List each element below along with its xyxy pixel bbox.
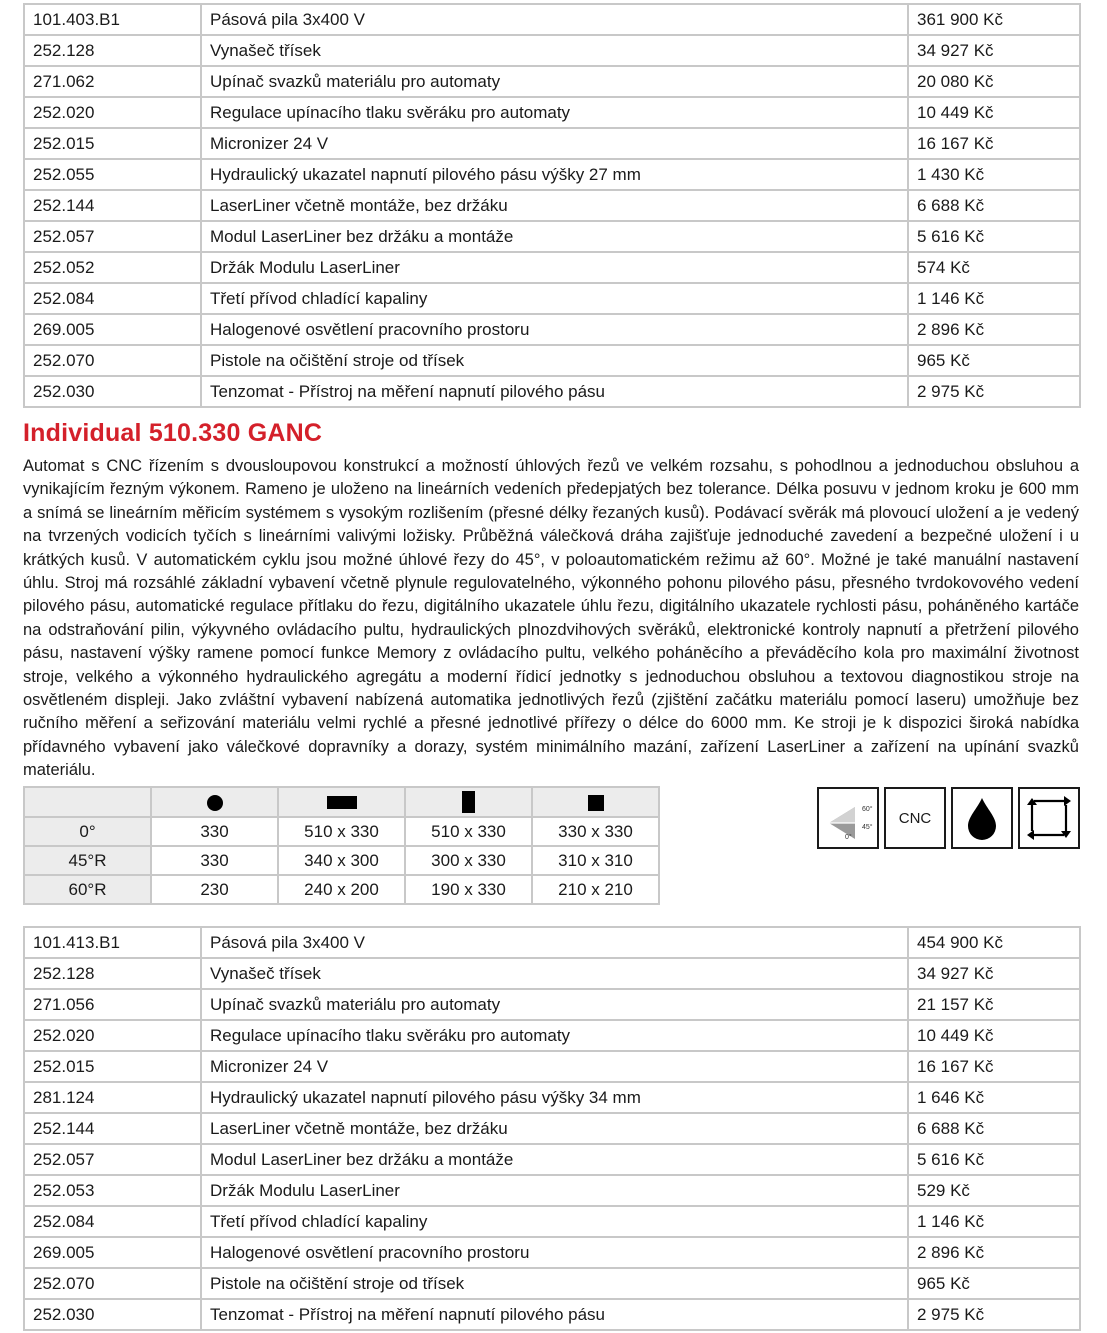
- table-body: [24, 4, 1080, 407]
- item-code: 252.055: [24, 159, 201, 190]
- capacity-value: 190 x 330: [405, 875, 532, 904]
- item-name: Modul LaserLiner bez držáku a montáže: [201, 1144, 908, 1175]
- item-price: 34 927 Kč: [908, 35, 1080, 66]
- item-price: 5 616 Kč: [908, 221, 1080, 252]
- accessory-price-table-bottom: [23, 926, 1081, 1331]
- item-code: 252.015: [24, 1051, 201, 1082]
- item-name: Hydraulický ukazatel napnutí pilového pásu výšky 34 mm: [201, 1082, 908, 1113]
- capacity-header-square: [532, 787, 659, 817]
- capacity-value: 340 x 300: [278, 846, 405, 875]
- table-row: [24, 376, 1080, 407]
- table-row: [24, 35, 1080, 66]
- capacity-header-blank: [24, 787, 151, 817]
- table-row: [24, 1206, 1080, 1237]
- item-name: LaserLiner včetně montáže, bez držáku: [201, 1113, 908, 1144]
- square-profile-icon: [588, 795, 604, 811]
- accessory-price-table-top: [23, 3, 1081, 408]
- table-row: [24, 1113, 1080, 1144]
- item-price: 6 688 Kč: [908, 1113, 1080, 1144]
- item-code: 101.403.B1: [24, 4, 201, 35]
- table-row: [24, 128, 1080, 159]
- item-code: 269.005: [24, 1237, 201, 1268]
- automatic-cycle-icon: [1018, 787, 1080, 849]
- table-row: [24, 1299, 1080, 1330]
- capacity-value: 230: [151, 875, 278, 904]
- item-name: Hydraulický ukazatel napnutí pilového pásu výšky 27 mm: [201, 159, 908, 190]
- cnc-icon: [884, 787, 946, 849]
- item-name: Modul LaserLiner bez držáku a montáže: [201, 221, 908, 252]
- item-price: 34 927 Kč: [908, 958, 1080, 989]
- table-body: [24, 927, 1080, 1330]
- capacity-angle: 60°R: [24, 875, 151, 904]
- cutting-capacity-table: [23, 786, 660, 905]
- capacity-angle: 0°: [24, 817, 151, 846]
- capacity-value: 330: [151, 817, 278, 846]
- item-name: Držák Modulu LaserLiner: [201, 1175, 908, 1206]
- item-name: Vynašeč třísek: [201, 958, 908, 989]
- item-price: 454 900 Kč: [908, 927, 1080, 958]
- table-row: [24, 1268, 1080, 1299]
- item-name: Regulace upínacího tlaku svěráku pro automaty: [201, 97, 908, 128]
- cnc-label: CNC: [898, 809, 932, 827]
- item-price: 1 646 Kč: [908, 1082, 1080, 1113]
- item-code: 252.052: [24, 252, 201, 283]
- item-price: 16 167 Kč: [908, 1051, 1080, 1082]
- item-name: Halogenové osvětlení pracovního prostoru: [201, 1237, 908, 1268]
- table-row: [24, 190, 1080, 221]
- item-name: LaserLiner včetně montáže, bez držáku: [201, 190, 908, 221]
- table-row: [24, 958, 1080, 989]
- capacity-value: 510 x 330: [278, 817, 405, 846]
- angle-cut-graphic: [819, 789, 877, 847]
- table-row: [24, 66, 1080, 97]
- item-name: Vynašeč třísek: [201, 35, 908, 66]
- item-code: 252.070: [24, 345, 201, 376]
- capacity-row: [24, 817, 659, 846]
- item-price: 1 430 Kč: [908, 159, 1080, 190]
- item-name: Upínač svazků materiálu pro automaty: [201, 66, 908, 97]
- item-name: Micronizer 24 V: [201, 1051, 908, 1082]
- item-price: 5 616 Kč: [908, 1144, 1080, 1175]
- item-price: 2 896 Kč: [908, 1237, 1080, 1268]
- capacity-header-row: [24, 787, 659, 817]
- table-row: [24, 927, 1080, 958]
- table-row: [24, 1020, 1080, 1051]
- item-price: 965 Kč: [908, 345, 1080, 376]
- item-code: 252.084: [24, 283, 201, 314]
- item-code: 252.128: [24, 958, 201, 989]
- angle-label-60: 60°: [862, 806, 873, 813]
- item-price: 529 Kč: [908, 1175, 1080, 1206]
- item-code: 252.020: [24, 97, 201, 128]
- item-price: 574 Kč: [908, 252, 1080, 283]
- item-code: 252.030: [24, 376, 201, 407]
- item-price: 361 900 Kč: [908, 4, 1080, 35]
- table-row: [24, 252, 1080, 283]
- item-code: 252.084: [24, 1206, 201, 1237]
- item-code: 252.030: [24, 1299, 201, 1330]
- item-name: Pistole na očištění stroje od třísek: [201, 345, 908, 376]
- item-code: 271.056: [24, 989, 201, 1020]
- item-name: Tenzomat - Přístroj na měření napnutí pilového pásu: [201, 1299, 908, 1330]
- item-code: 252.057: [24, 1144, 201, 1175]
- item-code: 252.144: [24, 190, 201, 221]
- item-code: 281.124: [24, 1082, 201, 1113]
- item-name: Micronizer 24 V: [201, 128, 908, 159]
- item-price: 10 449 Kč: [908, 1020, 1080, 1051]
- capacity-header-flat: [278, 787, 405, 817]
- item-code: 252.057: [24, 221, 201, 252]
- table-row: [24, 989, 1080, 1020]
- capacity-header-round: [151, 787, 278, 817]
- table-row: [24, 4, 1080, 35]
- item-code: 252.144: [24, 1113, 201, 1144]
- item-name: Upínač svazků materiálu pro automaty: [201, 989, 908, 1020]
- item-name: Držák Modulu LaserLiner: [201, 252, 908, 283]
- capacity-header-tall: [405, 787, 532, 817]
- table-row: [24, 1237, 1080, 1268]
- item-code: 252.015: [24, 128, 201, 159]
- table-row: [24, 221, 1080, 252]
- item-name: Třetí přívod chladící kapaliny: [201, 1206, 908, 1237]
- angle-label-0: 0°: [845, 834, 852, 841]
- item-price: 2 896 Kč: [908, 314, 1080, 345]
- capacity-value: 510 x 330: [405, 817, 532, 846]
- angle-cut-icon: [817, 787, 879, 849]
- item-price: 16 167 Kč: [908, 128, 1080, 159]
- table-row: [24, 1051, 1080, 1082]
- item-name: Tenzomat - Přístroj na měření napnutí pilového pásu: [201, 376, 908, 407]
- item-price: 20 080 Kč: [908, 66, 1080, 97]
- table-row: [24, 1144, 1080, 1175]
- table-row: [24, 97, 1080, 128]
- capacity-value: 330: [151, 846, 278, 875]
- cycle-graphic: [1022, 791, 1076, 845]
- item-name: Pásová pila 3x400 V: [201, 4, 908, 35]
- round-profile-icon: [207, 795, 223, 811]
- capacity-row: [24, 846, 659, 875]
- table-row: [24, 1082, 1080, 1113]
- item-price: 1 146 Kč: [908, 1206, 1080, 1237]
- product-title: Individual 510.330 GANC: [23, 419, 323, 447]
- drop-graphic: [962, 795, 1002, 841]
- capacity-value: 310 x 310: [532, 846, 659, 875]
- coolant-drop-icon: [951, 787, 1013, 849]
- table-row: [24, 345, 1080, 376]
- table-row: [24, 314, 1080, 345]
- capacity-value: 210 x 210: [532, 875, 659, 904]
- tall-rectangle-profile-icon: [462, 791, 475, 813]
- item-price: 10 449 Kč: [908, 97, 1080, 128]
- angle-label-45: 45°: [862, 824, 873, 831]
- capacity-value: 330 x 330: [532, 817, 659, 846]
- item-code: 101.413.B1: [24, 927, 201, 958]
- item-name: Regulace upínacího tlaku svěráku pro automaty: [201, 1020, 908, 1051]
- capacity-angle: 45°R: [24, 846, 151, 875]
- item-code: 271.062: [24, 66, 201, 97]
- table-row: [24, 159, 1080, 190]
- item-code: 252.053: [24, 1175, 201, 1206]
- item-code: 252.070: [24, 1268, 201, 1299]
- item-price: 2 975 Kč: [908, 376, 1080, 407]
- capacity-value: 240 x 200: [278, 875, 405, 904]
- item-name: Pistole na očištění stroje od třísek: [201, 1268, 908, 1299]
- capacity-value: 300 x 330: [405, 846, 532, 875]
- capacity-row: [24, 875, 659, 904]
- item-code: 252.020: [24, 1020, 201, 1051]
- item-name: Třetí přívod chladící kapaliny: [201, 283, 908, 314]
- flat-rectangle-profile-icon: [327, 796, 357, 809]
- item-price: 965 Kč: [908, 1268, 1080, 1299]
- table-row: [24, 1175, 1080, 1206]
- item-price: 21 157 Kč: [908, 989, 1080, 1020]
- item-price: 6 688 Kč: [908, 190, 1080, 221]
- item-name: Halogenové osvětlení pracovního prostoru: [201, 314, 908, 345]
- item-price: 2 975 Kč: [908, 1299, 1080, 1330]
- item-price: 1 146 Kč: [908, 283, 1080, 314]
- item-code: 269.005: [24, 314, 201, 345]
- item-name: Pásová pila 3x400 V: [201, 927, 908, 958]
- product-description: Automat s CNC řízením s dvousloupovou konstrukcí a možností úhlových řezů ve velkém rozsahu, s pohodlnou a jednoduchou obsluhou a vynikajícím řezným výkonem. Rameno je uloženo na lineárních vedeních předepjatých bez tolerance. Délka posuvu v jednom kroku je 600 mm a snímá se lineárním měřicím systémem s vysokým rozlišením (přesné délky řezaných kusů). Podávací svěrák má plovoucí uložení a je vedený na tvrzených vodicích tyčích s lineárními valivými ložisky. Průběžná válečková dráha zajišťuje jednoduché zavedení a bezpečné uložení i u krátkých kusů. V automatickém cyklu jsou možné úhlové řezy do 45°, v poloautomatickém režimu až 60°. Možné je také manuální nastavení úhlu. Stroj má rozsáhlé základní vybavení včetně plynule regulovatelného, výkonného pohonu pilového pásu, přesného tvrdokovového vedení pilového pásu, automatické regulace přítlaku do řezu, digitálního ukazatele úhlu řezu, digitálního ukazatele rychlosti pásu, poháněného kartáče na odstraňování pilin, výkyvného ovládacího pultu, hydraulických plnozdvihových svěráků, elektronické kontroly napnutí a přetržení pilového pásu, nastavení výšky ramene pomocí funkce Memory z ovládacího pultu, velkého poháněcího a převáděcího kola pro maximální životnost stroje, velkého a výkonného hydraulického agregátu a moderní řídicí jednotky s jednoduchou obsluhou a textovou diagnostikou stroje na osvětleném displeji. Jako zvláštní vybavení nabízená automatika jednotlivých řezů (zjištění začátku materiálu pomocí laseru) umožňuje bez ručního měření a seřizování materiálu velmi rychlé a přesné jednotlivé přířezy o délce do 6000 mm. Ke stroji je k dispozici široká nabídka přídavného vybavení jako válečkové dopravníky a dorazy, systém minimálního mazání, zařízení LaserLiner a zařízení na upínání svazků materiálu.: [23, 457, 1079, 780]
- item-code: 252.128: [24, 35, 201, 66]
- table-row: [24, 283, 1080, 314]
